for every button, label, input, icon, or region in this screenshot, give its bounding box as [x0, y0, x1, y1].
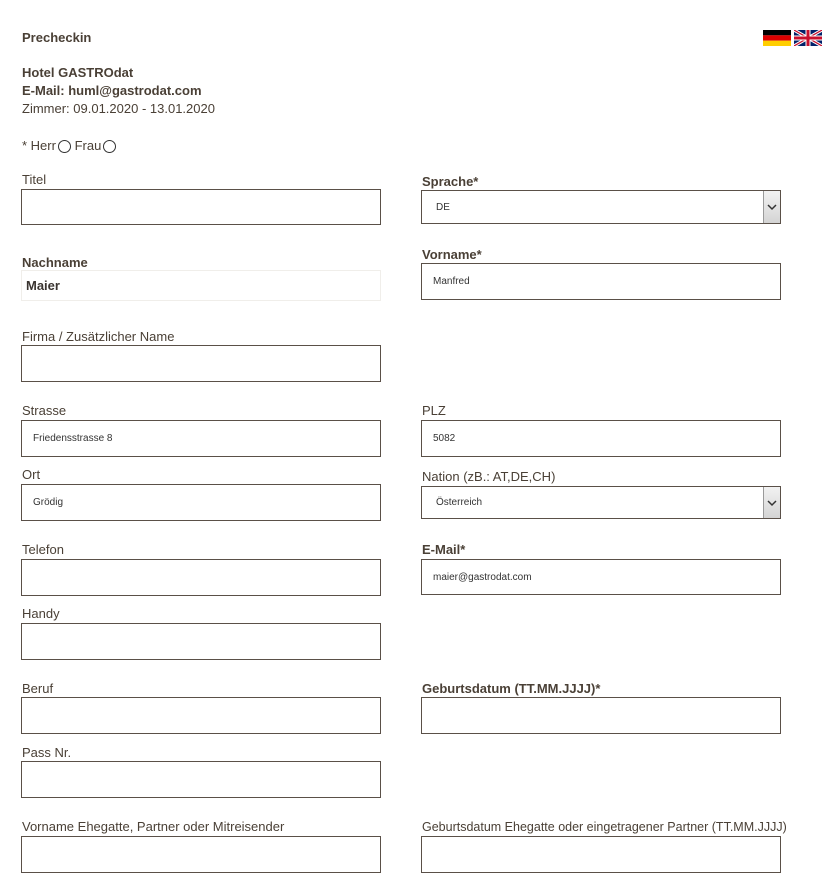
telefon-input[interactable]: [21, 559, 381, 596]
hotel-name: Hotel GASTROdat: [22, 65, 134, 80]
chevron-down-icon[interactable]: [763, 191, 780, 223]
firma-label: Firma / Zusätzlicher Name: [22, 329, 175, 344]
partner-geburtsdatum-label: Geburtsdatum Ehegatte oder eingetragener Partner (TT.MM.JJJJ): [422, 820, 787, 834]
ort-label: Ort: [22, 467, 41, 482]
nation-label: Nation (zB.: AT,DE,CH): [422, 469, 556, 484]
titel-label: Titel: [22, 172, 47, 187]
titel-input[interactable]: [21, 189, 381, 225]
herr-radio[interactable]: [58, 140, 71, 153]
geburtsdatum-input[interactable]: [421, 697, 781, 734]
partner-vorname-label: Vorname Ehegatte, Partner oder Mitreisender: [22, 819, 285, 834]
handy-input[interactable]: [21, 623, 381, 660]
ort-input[interactable]: Grödig: [21, 484, 381, 521]
nachname-label: Nachname: [22, 255, 88, 270]
nation-select[interactable]: [421, 486, 781, 519]
vorname-label: Vorname*: [422, 247, 482, 262]
hotel-email: E-Mail: huml@gastrodat.com: [22, 83, 202, 98]
nation-value: Österreich: [436, 497, 483, 508]
chevron-down-icon[interactable]: [763, 487, 780, 518]
geburtsdatum-label: Geburtsdatum (TT.MM.JJJJ)*: [422, 681, 601, 696]
firma-input[interactable]: [21, 345, 381, 382]
plz-input[interactable]: 5082: [421, 420, 781, 457]
salutation-herr-label: * Herr: [22, 138, 56, 153]
plz-label: PLZ: [422, 403, 446, 418]
strasse-input[interactable]: Friedensstrasse 8: [21, 420, 381, 457]
telefon-label: Telefon: [22, 542, 64, 557]
email-input[interactable]: maier@gastrodat.com: [421, 559, 781, 595]
email-label: E-Mail*: [422, 542, 466, 557]
uk-flag-icon[interactable]: [794, 30, 822, 46]
salutation-frau-label: Frau: [74, 138, 102, 153]
page-title: Precheckin: [22, 30, 92, 45]
nachname-input: Maier: [21, 270, 381, 301]
beruf-input[interactable]: [21, 697, 381, 734]
partner-geburtsdatum-input[interactable]: [421, 836, 781, 873]
handy-label: Handy: [22, 606, 60, 621]
room-dates: Zimmer: 09.01.2020 - 13.01.2020: [22, 101, 215, 116]
partner-vorname-input[interactable]: [21, 836, 381, 873]
pass-input[interactable]: [21, 761, 381, 798]
german-flag-icon[interactable]: [763, 30, 791, 46]
salutation-group: [22, 138, 116, 153]
sprache-label: Sprache*: [422, 174, 479, 189]
vorname-input[interactable]: Manfred: [421, 263, 781, 300]
strasse-label: Strasse: [22, 403, 67, 418]
sprache-select[interactable]: [421, 190, 781, 224]
frau-radio[interactable]: [103, 140, 116, 153]
sprache-value: DE: [436, 201, 450, 213]
pass-label: Pass Nr.: [22, 745, 72, 760]
beruf-label: Beruf: [22, 681, 54, 696]
